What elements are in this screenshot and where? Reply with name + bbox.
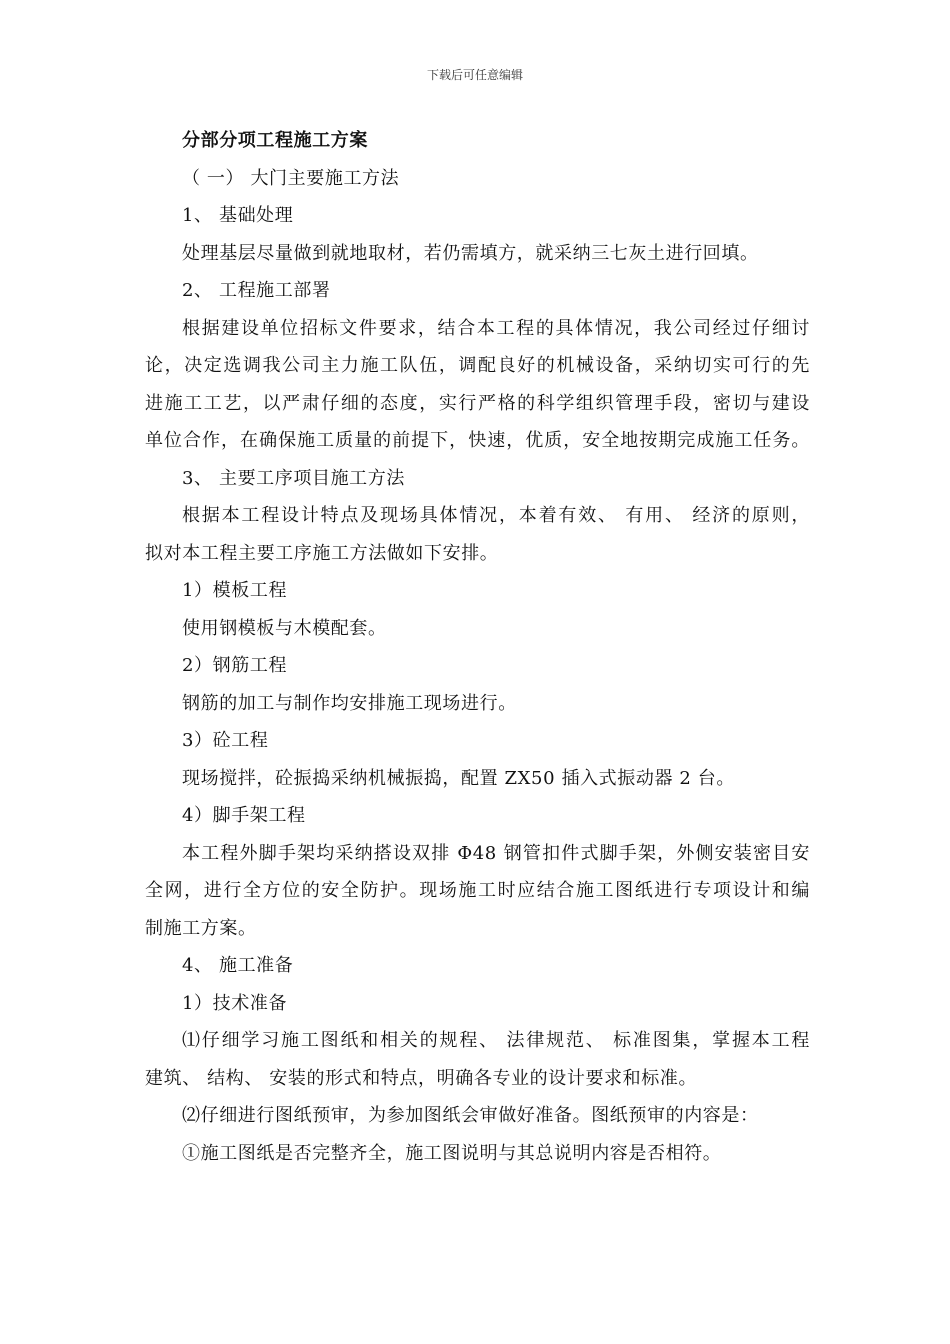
item-heading: 2）钢筋工程 — [182, 655, 288, 676]
paragraph-line: 全网，进行全方位的安全防护。现场施工时应结合施工图纸进行专项设计和编 — [145, 880, 810, 901]
paragraph-line: 进施工工艺，以严肃仔细的态度，实行严格的科学组织管理手段，密切与建设 — [145, 392, 810, 414]
document-title: 分部分项工程施工方案 — [182, 130, 368, 151]
paragraph-line: ⑵仔细进行图纸预审，为参加图纸会审做好准备。图纸预审的内容是： — [182, 1105, 759, 1126]
paragraph-line: 拟对本工程主要工序施工方法做如下安排。 — [145, 542, 499, 564]
subsection-heading: 3、 主要工序项目施工方法 — [182, 467, 405, 489]
paragraph-line: 使用钢模板与木模配套。 — [182, 617, 387, 639]
paragraph-line: 现场搅拌，砼振捣采纳机械振捣，配置 ZX50 插入式振动器 2 台。 — [182, 767, 735, 789]
paragraph-line: 制施工方案。 — [145, 917, 257, 939]
paragraph-line: 论，决定选调我公司主力施工队伍，调配良好的机械设备，采纳切实可行的先 — [145, 355, 810, 376]
item-heading: 4）脚手架工程 — [182, 805, 306, 826]
item-heading: 1）模板工程 — [182, 580, 288, 601]
paragraph-line: 本工程外脚手架均采纳搭设双排 Φ48 钢管扣件式脚手架，外侧安装密目安 — [182, 842, 810, 864]
subsection-heading: 1、 基础处理 — [182, 205, 294, 226]
paragraph-line: 处理基层尽量做到就地取材，若仍需填方，就采纳三七灰土进行回填。 — [182, 242, 759, 264]
page-header: 下载后可任意编辑 — [426, 68, 523, 82]
paragraph-line: 钢筋的加工与制作均安排施工现场进行。 — [182, 692, 517, 714]
paragraph-line: 建筑、 结构、 安装的形式和特点，明确各专业的设计要求和标准。 — [145, 1067, 698, 1089]
paragraph-line: 根据建设单位招标文件要求，结合本工程的具体情况，我公司经过仔细讨 — [182, 317, 810, 339]
item-heading: 3）砼工程 — [182, 730, 269, 751]
document-body — [145, 122, 810, 1172]
paragraph-line: ⑴仔细学习施工图纸和相关的规程、 法律规范、 标准图集，掌握本工程 — [182, 1030, 810, 1051]
subsection-heading: 2、 工程施工部署 — [182, 280, 331, 301]
paragraph-line: 根据本工程设计特点及现场具体情况，本着有效、 有用、 经济的原则， — [182, 505, 810, 526]
item-heading: 1）技术准备 — [182, 992, 288, 1014]
paragraph-line: 单位合作，在确保施工质量的前提下，快速，优质，安全地按期完成施工任务。 — [145, 430, 810, 451]
subsection-heading: 4、 施工准备 — [182, 955, 294, 976]
section-heading: （ 一） 大门主要施工方法 — [182, 167, 400, 189]
paragraph-line: ①施工图纸是否完整齐全，施工图说明与其总说明内容是否相符。 — [182, 1142, 722, 1164]
